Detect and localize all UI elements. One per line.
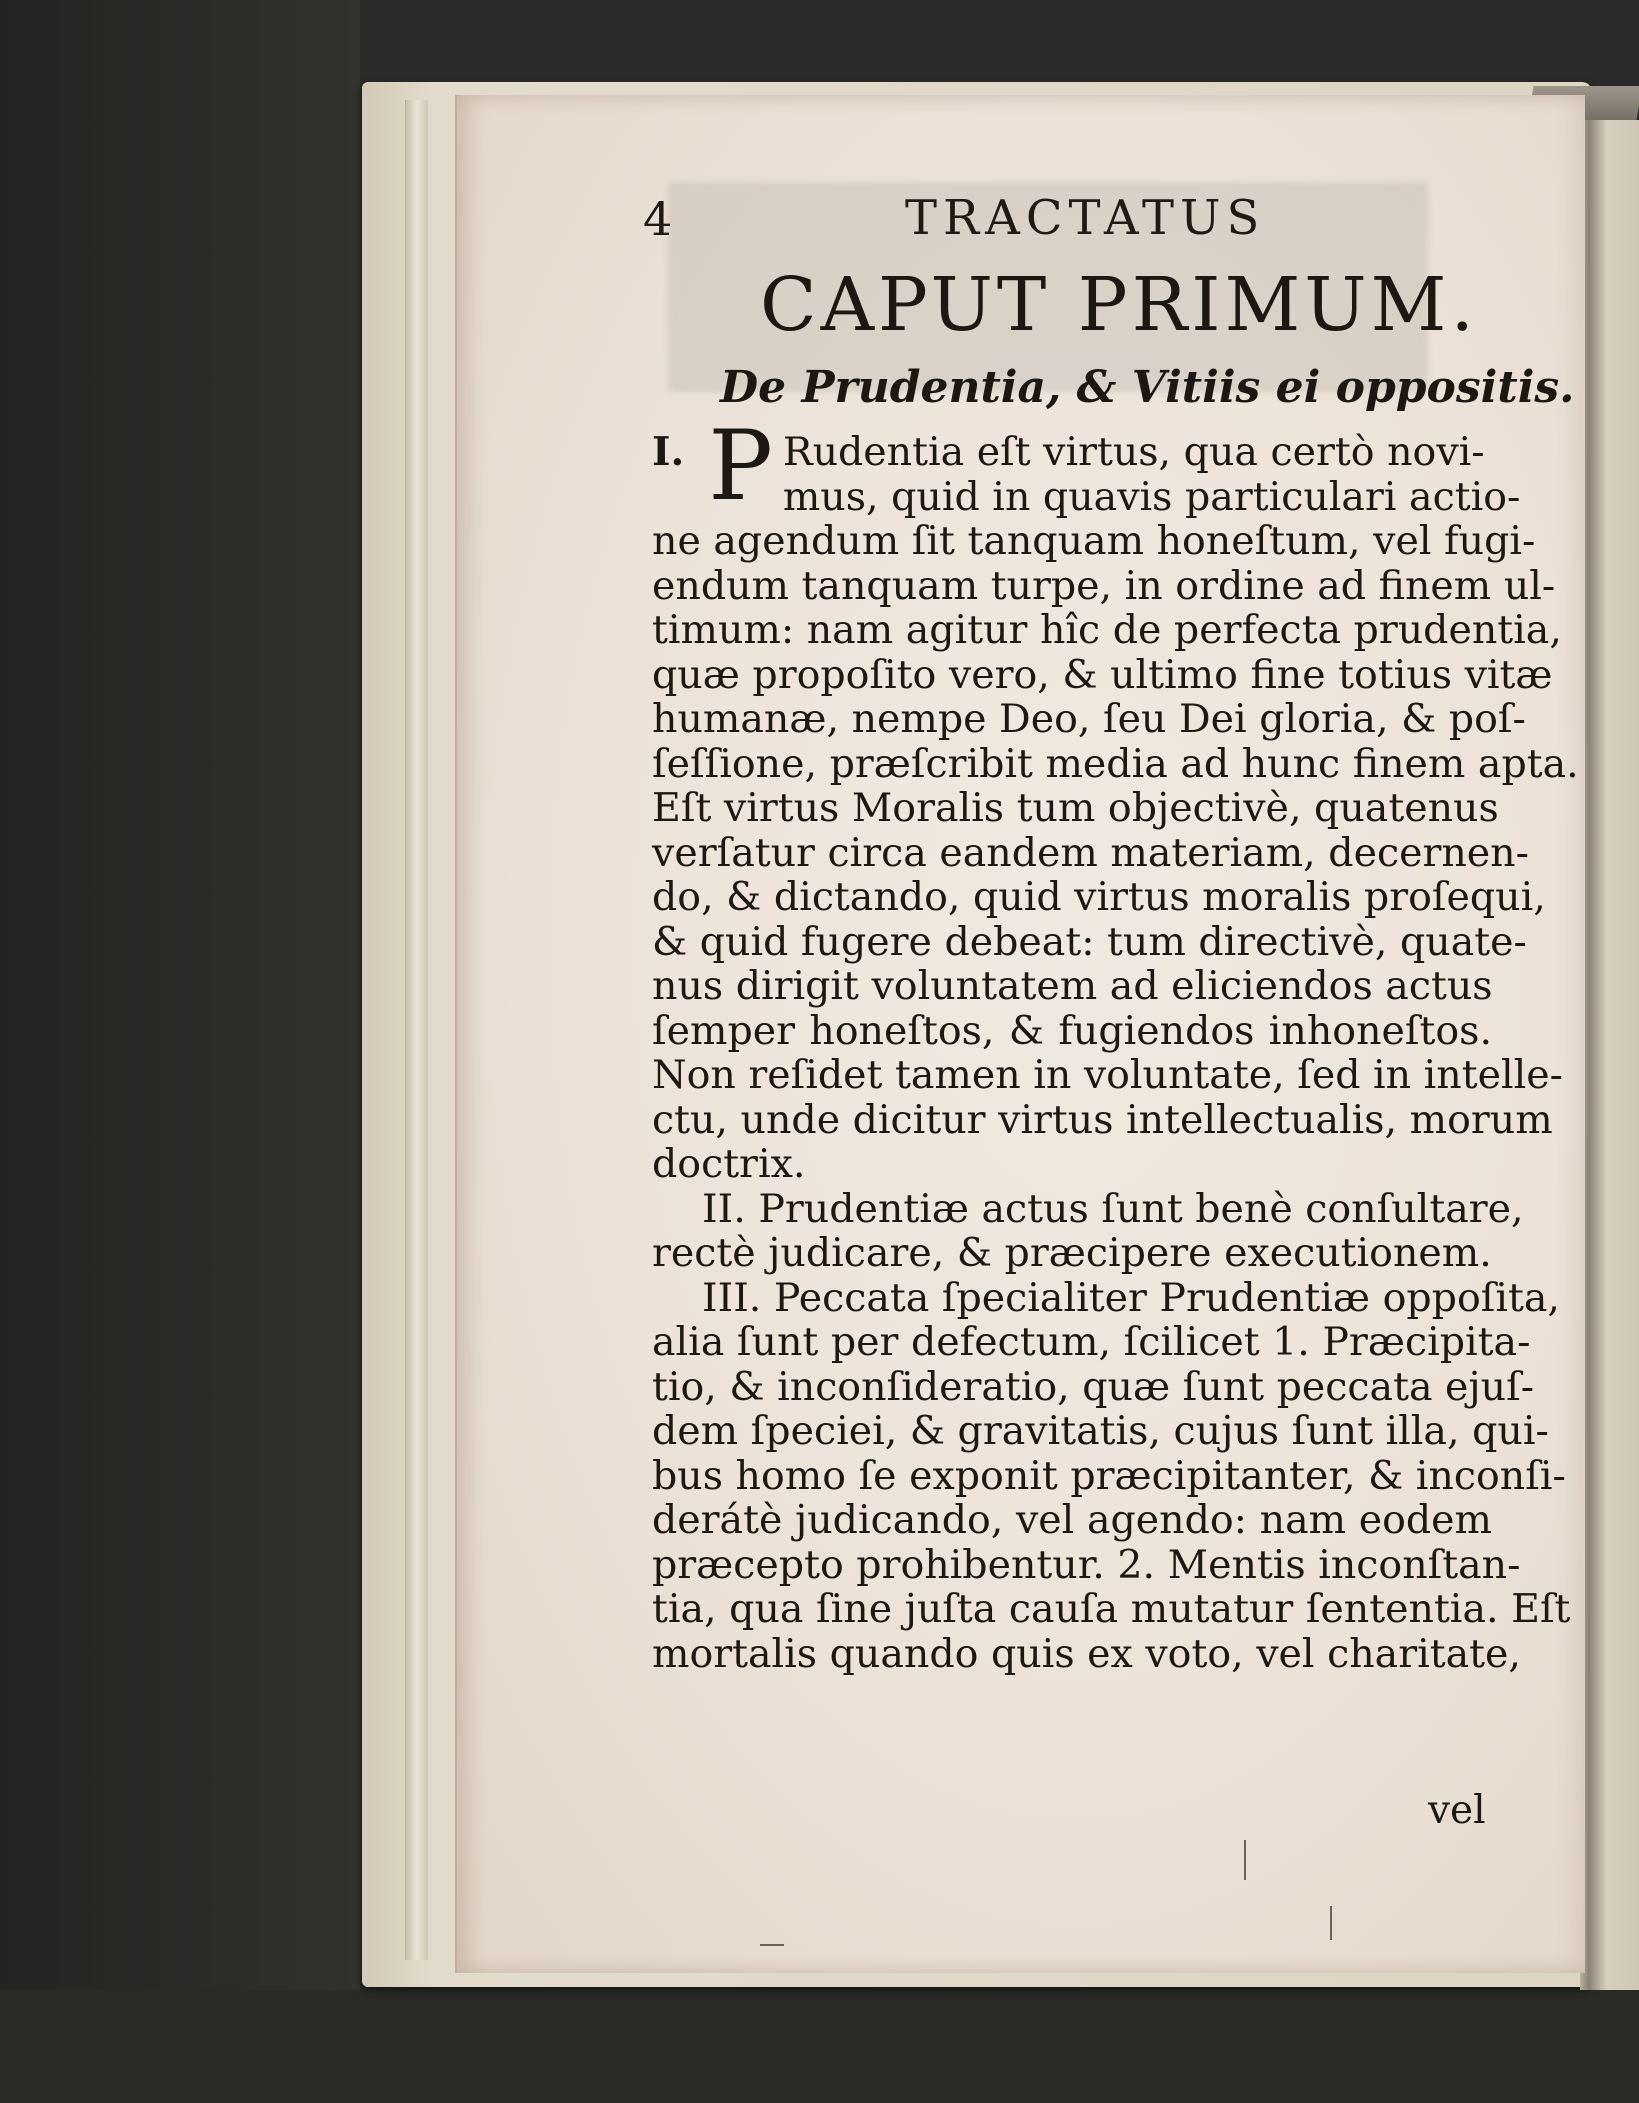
catchword: vel	[1428, 1788, 1486, 1833]
facing-page-edge	[1580, 120, 1639, 1990]
text-line: Rudentia eſt virtus, qua certò novi-	[782, 429, 1485, 475]
text-line: derátè judicando, vel agendo: nam eodem	[652, 1497, 1492, 1543]
text-line: bus homo ſe exponit præcipitanter, & inconſi-	[652, 1452, 1566, 1499]
text-line: ctu, unde dicitur virtus intellectualis, morum	[652, 1096, 1553, 1143]
pencil-mark	[760, 1944, 784, 1946]
page-number: 4	[643, 192, 673, 246]
text-line: do, & dictando, quid virtus moralis proſequi,	[652, 874, 1546, 920]
chapter-title: CAPUT PRIMUM.	[760, 262, 1478, 348]
text-line: timum: nam agitur hîc de perfecta prudentia,	[652, 607, 1562, 653]
text-line: nus dirigit voluntatem ad eliciendos actus	[652, 963, 1493, 1009]
dark-background-bottom	[0, 1990, 1639, 2103]
paragraph-1	[652, 410, 1579, 1187]
pencil-mark	[1244, 1840, 1246, 1880]
text-line: mortalis quando quis ex voto, vel charitate,	[652, 1630, 1521, 1677]
text-line: II. Prudentiæ actus ſunt benè conſultare,	[702, 1185, 1524, 1232]
paragraph-number: I.	[652, 429, 685, 475]
pencil-mark	[1330, 1906, 1332, 1940]
text-line: & quid fugere debeat: tum directivè, quate-	[652, 918, 1527, 965]
paragraph-2	[652, 1185, 1524, 1276]
running-head: TRACTATUS	[905, 190, 1266, 246]
text-line: Eſt virtus Moralis tum objectivè, quatenus	[652, 785, 1499, 831]
text-line: humanæ, nempe Deo, ſeu Dei gloria, & poſ-	[652, 696, 1526, 742]
text-line: tio, & inconſideratio, quæ ſunt peccata ejuſ-	[652, 1363, 1535, 1410]
text-line: endum tanquam turpe, in ordine ad finem ul-	[652, 562, 1556, 609]
text-line: ne agendum ſit tanquam honeſtum, vel fugi-	[652, 518, 1536, 564]
text-line: mus, quid in quavis particulari actio-	[782, 473, 1521, 520]
drop-capital: P	[708, 410, 773, 522]
text-line: dem ſpeciei, & gravitatis, cujus ſunt illa, qui-	[652, 1408, 1549, 1454]
text-line: verſatur circa eandem materiam, decernen-	[652, 829, 1529, 876]
text-line: tia, qua ſine juſta cauſa mutatur ſententia. Eſt	[652, 1586, 1571, 1632]
text-line: doctrix.	[652, 1141, 806, 1187]
paragraph-3	[652, 1274, 1571, 1677]
text-line: ſeſſione, præſcribit media ad hunc finem apta.	[652, 740, 1579, 787]
text-line: alia ſunt per defectum, ſcilicet 1. Præcipita-	[652, 1319, 1531, 1365]
text-line: Non reſidet tamen in voluntate, ſed in intelle-	[652, 1052, 1563, 1098]
dark-background	[0, 0, 360, 2103]
text-line: rectè judicare, & præcipere executionem.	[652, 1230, 1492, 1276]
chapter-subtitle: De Prudentia, & Vitiis ei oppositis.	[720, 362, 1575, 413]
text-line: ſemper honeſtos, & fugiendos inhoneſtos.	[652, 1007, 1492, 1054]
body-text	[652, 410, 1579, 1677]
text-line: præcepto prohibentur. 2. Mentis inconſtan-	[652, 1541, 1521, 1588]
text-line: III. Peccata ſpecialiter Prudentiæ oppoſita,	[702, 1274, 1560, 1321]
text-line: quæ propoſito vero, & ultimo fine totius vitæ	[652, 651, 1553, 698]
book-cover-edge	[405, 100, 428, 1960]
